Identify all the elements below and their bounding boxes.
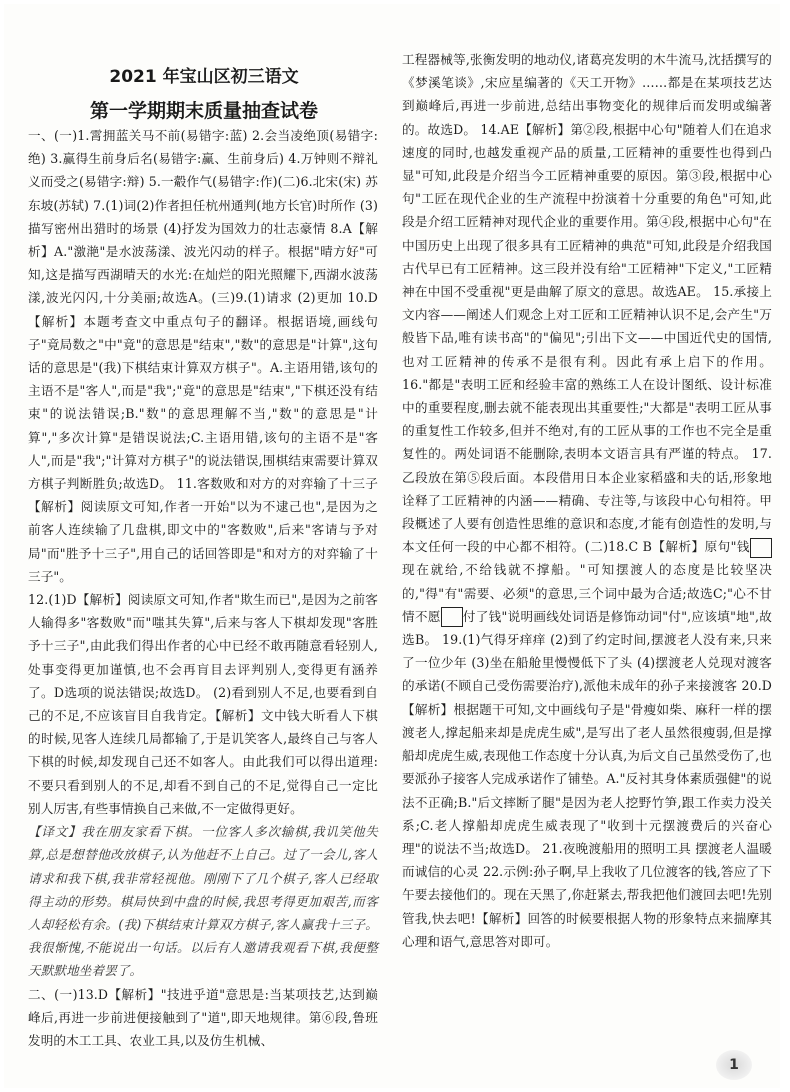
answer-text-4a: 工程器械等,张衡发明的地动仪,诸葛亮发明的木牛流马,沈括撰写的《梦溪笔谈》,宋应星编著的《天工开物》……都是在某项技艺达到巅峰后,再进一步前进,总结出事物变化的规律后而发明或编著的。故选D。 14.AE【解析】第②段,根据中心句"随着人们在追求速度的同时,也越发重视产品的质量,工匠精神的重要性也得到凸显"可知,此段是介绍当今工匠精神重要的原因。第③段,根据中心句"工匠在现代企业的生产流程中扮演着十分重要的角色"可知,此段是介绍工匠精神对现代企业的重要作用。第④段,根据中心句"在中国历史上出现了很多具有工匠精神的典范"可知,此段是介绍我国古代早已有工匠精神。这三段并没有给"工匠精神"下定义,"工匠精神在中国不受重视"更是曲解了原文的意思。故选AE。 15.承接上文内容——阐述人们观念上对工匠和工匠精神认识不足,会产生"万般皆下品,唯有读书高"的"偏见";引出下文——中国近代史的国情,也对工匠精神的传承不是很有利。因此有承上启下的作用。 16."都是"表明工匠和经验丰富的熟练工人在设计图纸、设计标准中的重要程度,删去就不能表现出其重要性;"大都是"表明工匠从事的重复性工作较多,但并不绝对,有的工匠从事的工作也不完全是重复性的。两处词语不能删除,表明本文语言具有严谨的特点。 17.乙段放在第⑤段后面。本段借用日本企业家稻盛和夫的话,形象地诠释了工匠精神的内涵——精确、专注等,与该段中心句相符。甲段概述了人要有创造性思维的意识和态度,才能有创造性的发明,与本文任何一段的中心都不相符。(二)18.C B【解析】原句"钱 (402, 52, 772, 555)
blank-box (441, 607, 463, 627)
answer-text-4c: 付了钱"说明画线处词语是修饰动词"付",应该填"地",故选B。 19.(1)气得牙痒痒 (2)到了约定时间,摆渡老人没有来,只来了一位少年 (3)坐在船舱里慢慢低下了头 (4)摆渡老人兑现对渡客的承诺(不顾自己受伤需要治疗),派他未成年的孙子来接渡客 20.D【解析】根据题干可知,文中画线句子是"骨瘦如柴、麻秆一样的摆渡老人,撑起船来却是虎虎生威",是写出了老人虽然很瘦弱,但是撑船却虎虎生威,表现他工作态度十分认真,为后文自己虽然受伤了,也要派孙子接客人完成承诺作了铺垫。A."反衬其身体素质强健"的说法不正确;B."后文摔断了腿"是因为老人挖野竹笋,跟工作卖力没关系;C.老人撑船却虎虎生威表现了"收到十元摆渡费后的兴奋心理"的说法不当;故选D。 21.夜晚渡船用的照明工具 摆渡老人温暖而诚信的心灵 22.示例:孙子啊,早上我收了几位渡客的钱,答应了下午要去接他们的。现在天黑了,你赶紧去,帮我把他们渡回去吧!先别管我,快去吧!【解析】回答的时候要根据人物的形象特点来揣摩其心理和语气,意思答对即可。 (402, 608, 772, 949)
blank-box (750, 538, 772, 558)
answer-page (4, 4, 780, 1088)
answer-block-1: 一、(一)1.霄拥蓝关马不前(易错字:蓝) 2.会当凌绝顶(易错字:绝) 3.赢得生前身后名(易错字:赢、生前身后) 4.万钟则不辩礼义而受之(易错字:辩) 5.一觳作气(易错字:作)(二)6.北宋(宋) 苏东坡(苏轼) 7.(1)词(2)作者担任杭州通判(地方长官)时所作 (3)描写密州出猎时的场景 (4)抒发为国效力的壮志豪情 8.A【解析】A."激滟"是水波荡漾、波光闪动的样子。根据"晴方好"可知,这是描写西湖晴天的水光:在灿烂的阳光照耀下,西湖水波荡漾,波光闪闪,十分美丽;故选A。(三)9.(1)请求 (2)更加 10.D【解析】本题考查文中重点句子的翻译。根据语境,画线句子"竟局数之"中"竟"的意思是"结束","数"的意思是"计算",这句话的意思是"(我)下棋结束计算双方棋子"。A.主语用错,该句的主语不是"客人",而是"我";"竟"的意思是"结束","下棋还没有结束"的说法错误;B."数"的意思理解不当,"数"的意思是"计算","多次计算"是错误说法;C.主语用错,该句的主语不是"客人",而是"我";"计算对方棋子"的说法错误,围棋结束需要计算双方棋子判断胜负;故选D。 11.客数败和对方的对弈输了十三子【解析】阅读原文可知,作者一开始"以为不逮己也",是因为之前客人连续输了几盘棋,即文中的"客数败",后来"客请与予对局"而"胜予十三子",用自己的话回答即是"和对方的对弈输了十三子"。 (28, 128, 378, 584)
page-title-line1: 2021 年宝山区初三语文 (109, 67, 299, 87)
answer-text-4b: 现在就给,不给钱就不撑船。"可知摆渡人的态度是比较坚决的,"得"有"需要、必须"的意思,三个词中最为合适;故选C;"心不甘情不愿 (402, 562, 772, 624)
translation-block: 【译文】我在朋友家看下棋。一位客人多次输棋,我讥笑他失算,总是想替他改放棋子,认为他赶不上自己。过了一会儿,客人请求和我下棋,我非常轻视他。刚刚下了几个棋子,客人已经取得主动的形势。棋局快到中盘的时候,我思考得更加艰苦,而客人却轻松有余。(我)下棋结束计算双方棋子,客人赢我十三子。我很惭愧,不能说出一句话。以后有人邀请我观看下棋,我便整天默默地坐着罢了。 (28, 824, 378, 979)
right-column (402, 48, 772, 953)
left-column (28, 124, 378, 1052)
answer-block-2: 12.(1)D【解析】阅读原文可知,作者"欺生而已",是因为之前客人输得多"客数败"而"嗤其失算",后来与客人下棋却发现"客胜予十三子",由此我们得出作者的心中已经不敢再随意看轻别人,处事变得更加谨慎,也不会再肓目去评判别人,变得更有涵养了。D选项的说法错误;故选D。 (2)看到别人不足,也要看到自己的不足,不应该盲目自我肯定。【解析】文中钱大昕看人下棋的时候,见客人连续几局都输了,于是讥笑客人,最终自己与客人下棋的时候,却发现自己还不如客人。由此我们可以得出道理:不要只看到别人的不足,却看不到自己的不足,觉得自己一定比别人厉害,有些事情换自己来做,不一定做得更好。 (28, 592, 378, 816)
answer-block-4 (402, 48, 772, 953)
page-number: 1 (716, 1050, 752, 1080)
page-title-line2: 第一学期期末质量抽查试卷 (89, 100, 318, 122)
answer-block-3: 二、(一)13.D【解析】"技进乎道"意思是:当某项技艺,达到巅峰后,再进一步前进便接触到了"道",即天地规律。第⑥段,鲁班发明的木工工具、农业工具,以及仿生机械、 (28, 986, 378, 1048)
